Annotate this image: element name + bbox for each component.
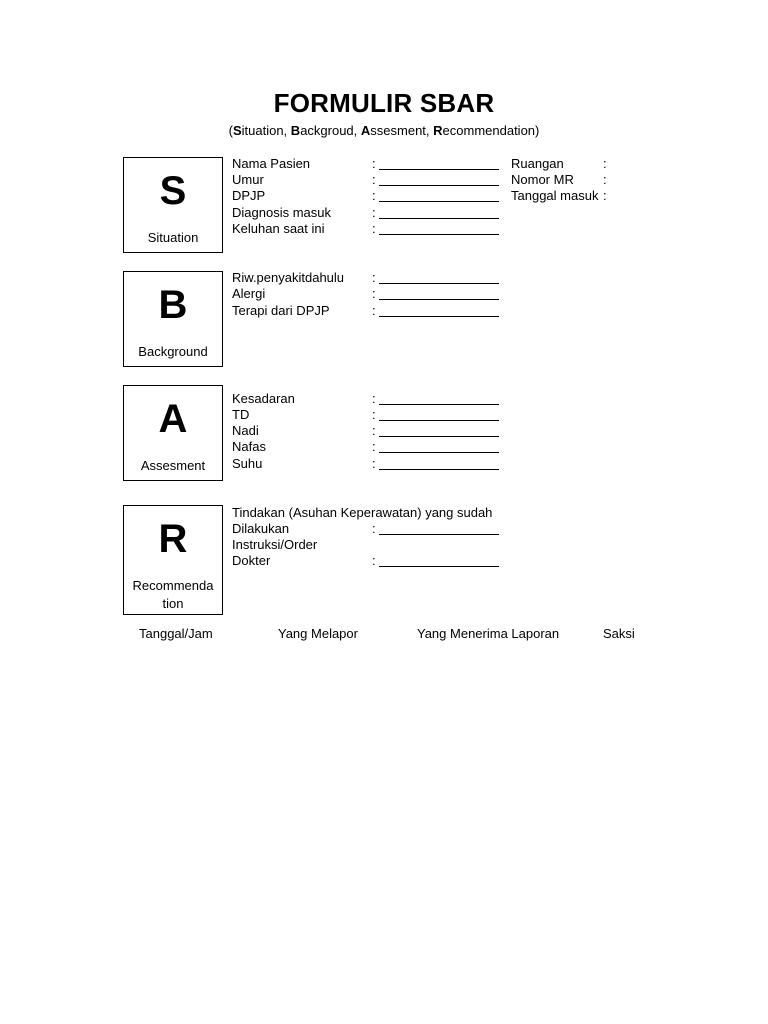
field-blank-line[interactable] — [379, 534, 499, 535]
subtitle-s: S — [232, 123, 242, 138]
subtitle-a-rest: ssesment, — [370, 123, 434, 138]
field-label: Alergi — [232, 286, 266, 301]
field-label: Dilakukan — [232, 521, 290, 536]
situation-word: Situation — [147, 230, 199, 245]
field-blank-line[interactable] — [379, 218, 499, 219]
field-label: Nomor MR — [511, 172, 574, 187]
field-colon: : — [603, 188, 607, 203]
field-label: Instruksi/Order — [232, 537, 318, 552]
field-label: Suhu — [232, 456, 263, 471]
field-colon: : — [372, 156, 376, 171]
field-blank-line[interactable] — [379, 283, 499, 284]
field-colon: : — [372, 188, 376, 203]
field-label: Terapi dari DPJP — [232, 303, 330, 318]
recommendation-word-line1: Recommenda — [132, 578, 214, 593]
field-colon: : — [603, 172, 607, 187]
field-blank-line[interactable] — [379, 185, 499, 186]
field-blank-line[interactable] — [379, 452, 499, 453]
field-colon: : — [372, 553, 376, 568]
field-blank-line[interactable] — [379, 201, 499, 202]
field-label: Tindakan (Asuhan Keperawatan) yang sudah — [232, 505, 493, 520]
field-label: Nama Pasien — [232, 156, 311, 171]
recommendation-word-line2: tion — [162, 596, 184, 611]
field-colon: : — [372, 456, 376, 471]
form-subtitle — [0, 123, 768, 138]
situation-box — [123, 157, 223, 253]
assesment-word: Assesment — [140, 458, 206, 473]
recommendation-box — [123, 505, 223, 615]
subtitle-r: R — [433, 123, 443, 138]
signature-reporter: Yang Melapor — [278, 626, 358, 641]
subtitle-s-rest: ituation, — [241, 123, 291, 138]
field-label: Umur — [232, 172, 264, 187]
field-colon: : — [372, 407, 376, 422]
field-blank-line[interactable] — [379, 316, 499, 317]
field-blank-line[interactable] — [379, 169, 499, 170]
subtitle-r-rest: ecommendation) — [442, 123, 540, 138]
form-title: FORMULIR SBAR — [273, 88, 495, 118]
situation-letter: S — [159, 169, 187, 213]
subtitle-a: A — [360, 123, 371, 138]
field-blank-line[interactable] — [379, 436, 499, 437]
field-blank-line[interactable] — [379, 420, 499, 421]
background-letter: B — [158, 283, 188, 327]
field-colon: : — [372, 172, 376, 187]
field-label: Kesadaran — [232, 391, 295, 406]
field-label: Riw.penyakitdahulu — [232, 270, 345, 285]
assesment-letter: A — [158, 397, 188, 441]
background-word: Background — [138, 344, 208, 359]
field-colon: : — [372, 423, 376, 438]
signature-witness: Saksi — [603, 626, 635, 641]
field-label: Nafas — [232, 439, 266, 454]
subtitle-open: ( — [228, 123, 233, 138]
field-label: DPJP — [232, 188, 266, 203]
field-colon: : — [372, 303, 376, 318]
field-label: Diagnosis masuk — [232, 205, 331, 220]
field-colon: : — [603, 156, 607, 171]
field-blank-line[interactable] — [379, 469, 499, 470]
field-label: Keluhan saat ini — [232, 221, 325, 236]
recommendation-letter: R — [158, 517, 188, 561]
background-box — [123, 271, 223, 367]
field-blank-line[interactable] — [379, 404, 499, 405]
field-label: Nadi — [232, 423, 259, 438]
field-label: TD — [232, 407, 250, 422]
field-blank-line[interactable] — [379, 566, 499, 567]
field-colon: : — [372, 221, 376, 236]
field-colon: : — [372, 205, 376, 220]
field-blank-line[interactable] — [379, 234, 499, 235]
field-blank-line[interactable] — [379, 299, 499, 300]
field-colon: : — [372, 521, 376, 536]
field-label: Tanggal masuk — [511, 188, 599, 203]
field-colon: : — [372, 286, 376, 301]
subtitle-b-rest: ackgroud, — [300, 123, 361, 138]
field-colon: : — [372, 439, 376, 454]
field-colon: : — [372, 270, 376, 285]
subtitle-b: B — [290, 123, 301, 138]
signature-receiver: Yang Menerima Laporan — [417, 626, 560, 641]
field-label: Ruangan — [511, 156, 564, 171]
field-colon: : — [372, 391, 376, 406]
assesment-box — [123, 385, 223, 481]
field-label: Dokter — [232, 553, 271, 568]
signature-date-time: Tanggal/Jam — [139, 626, 213, 641]
